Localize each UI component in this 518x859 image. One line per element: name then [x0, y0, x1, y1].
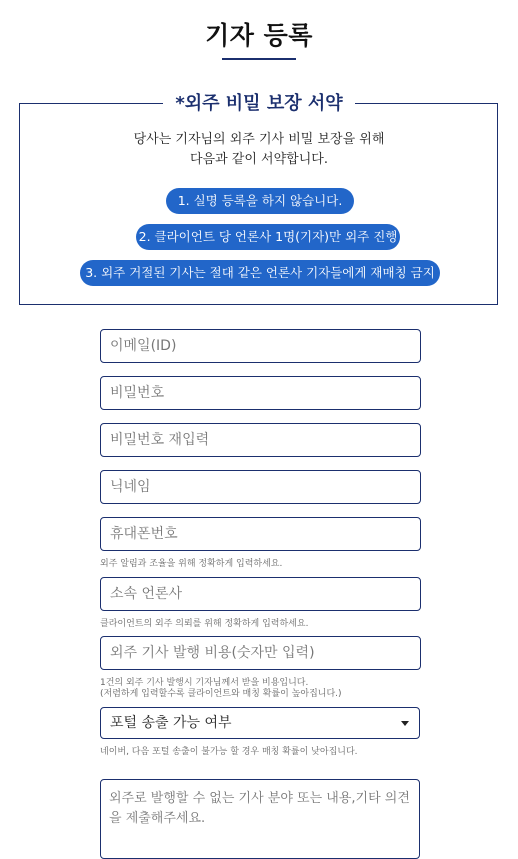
pledge-item-2: 2. 클라이언트 당 언론사 1명(기자)만 외주 진행: [136, 224, 400, 250]
pledge-intro-line-1: 당사는 기자님의 외주 기사 비밀 보장을 위해: [133, 132, 385, 147]
pledge-heading: *외주 비밀 보장 서약: [163, 93, 354, 114]
title-underline: [222, 58, 296, 60]
password-confirm-field[interactable]: [100, 423, 421, 457]
press-field[interactable]: [100, 577, 421, 611]
phone-hint: 외주 알림과 조율을 위해 정확하게 입력하세요.: [100, 559, 283, 569]
fee-field[interactable]: [100, 636, 421, 670]
press-hint: 클라이언트의 외주 의뢰를 위해 정확하게 입력하세요.: [100, 619, 309, 629]
pledge-legend: [0, 89, 518, 115]
page-title: 기자 등록: [205, 21, 313, 50]
portal-hint: 네이버, 다음 포털 송출이 불가능 할 경우 매칭 확률이 낮아집니다.: [100, 747, 358, 757]
pledge-item-1: 1. 실명 등록을 하지 않습니다.: [166, 188, 354, 214]
fee-hint: [100, 678, 430, 700]
comments-textarea[interactable]: [100, 779, 420, 859]
caret-down-icon: [401, 721, 409, 726]
email-field[interactable]: [100, 329, 421, 363]
nickname-field[interactable]: [100, 470, 421, 504]
pledge-item-3: 3. 외주 거절된 기사는 절대 같은 언론사 기자들에게 재매칭 금지: [80, 260, 440, 286]
pledge-intro: [0, 130, 518, 170]
password-field[interactable]: [100, 376, 421, 410]
portal-select-value: 포털 송출 가능 여부: [110, 715, 232, 731]
fee-hint-line-2: (저렴하게 입력할수록 클라이언트와 매칭 확률이 높아집니다.): [100, 689, 342, 699]
phone-field[interactable]: [100, 517, 421, 551]
pledge-intro-line-2: 다음과 같이 서약합니다.: [190, 152, 328, 167]
portal-select[interactable]: [100, 707, 420, 739]
fee-hint-line-1: 1건의 외주 기사 발행시 기자님께서 받을 비용입니다.: [100, 678, 309, 688]
